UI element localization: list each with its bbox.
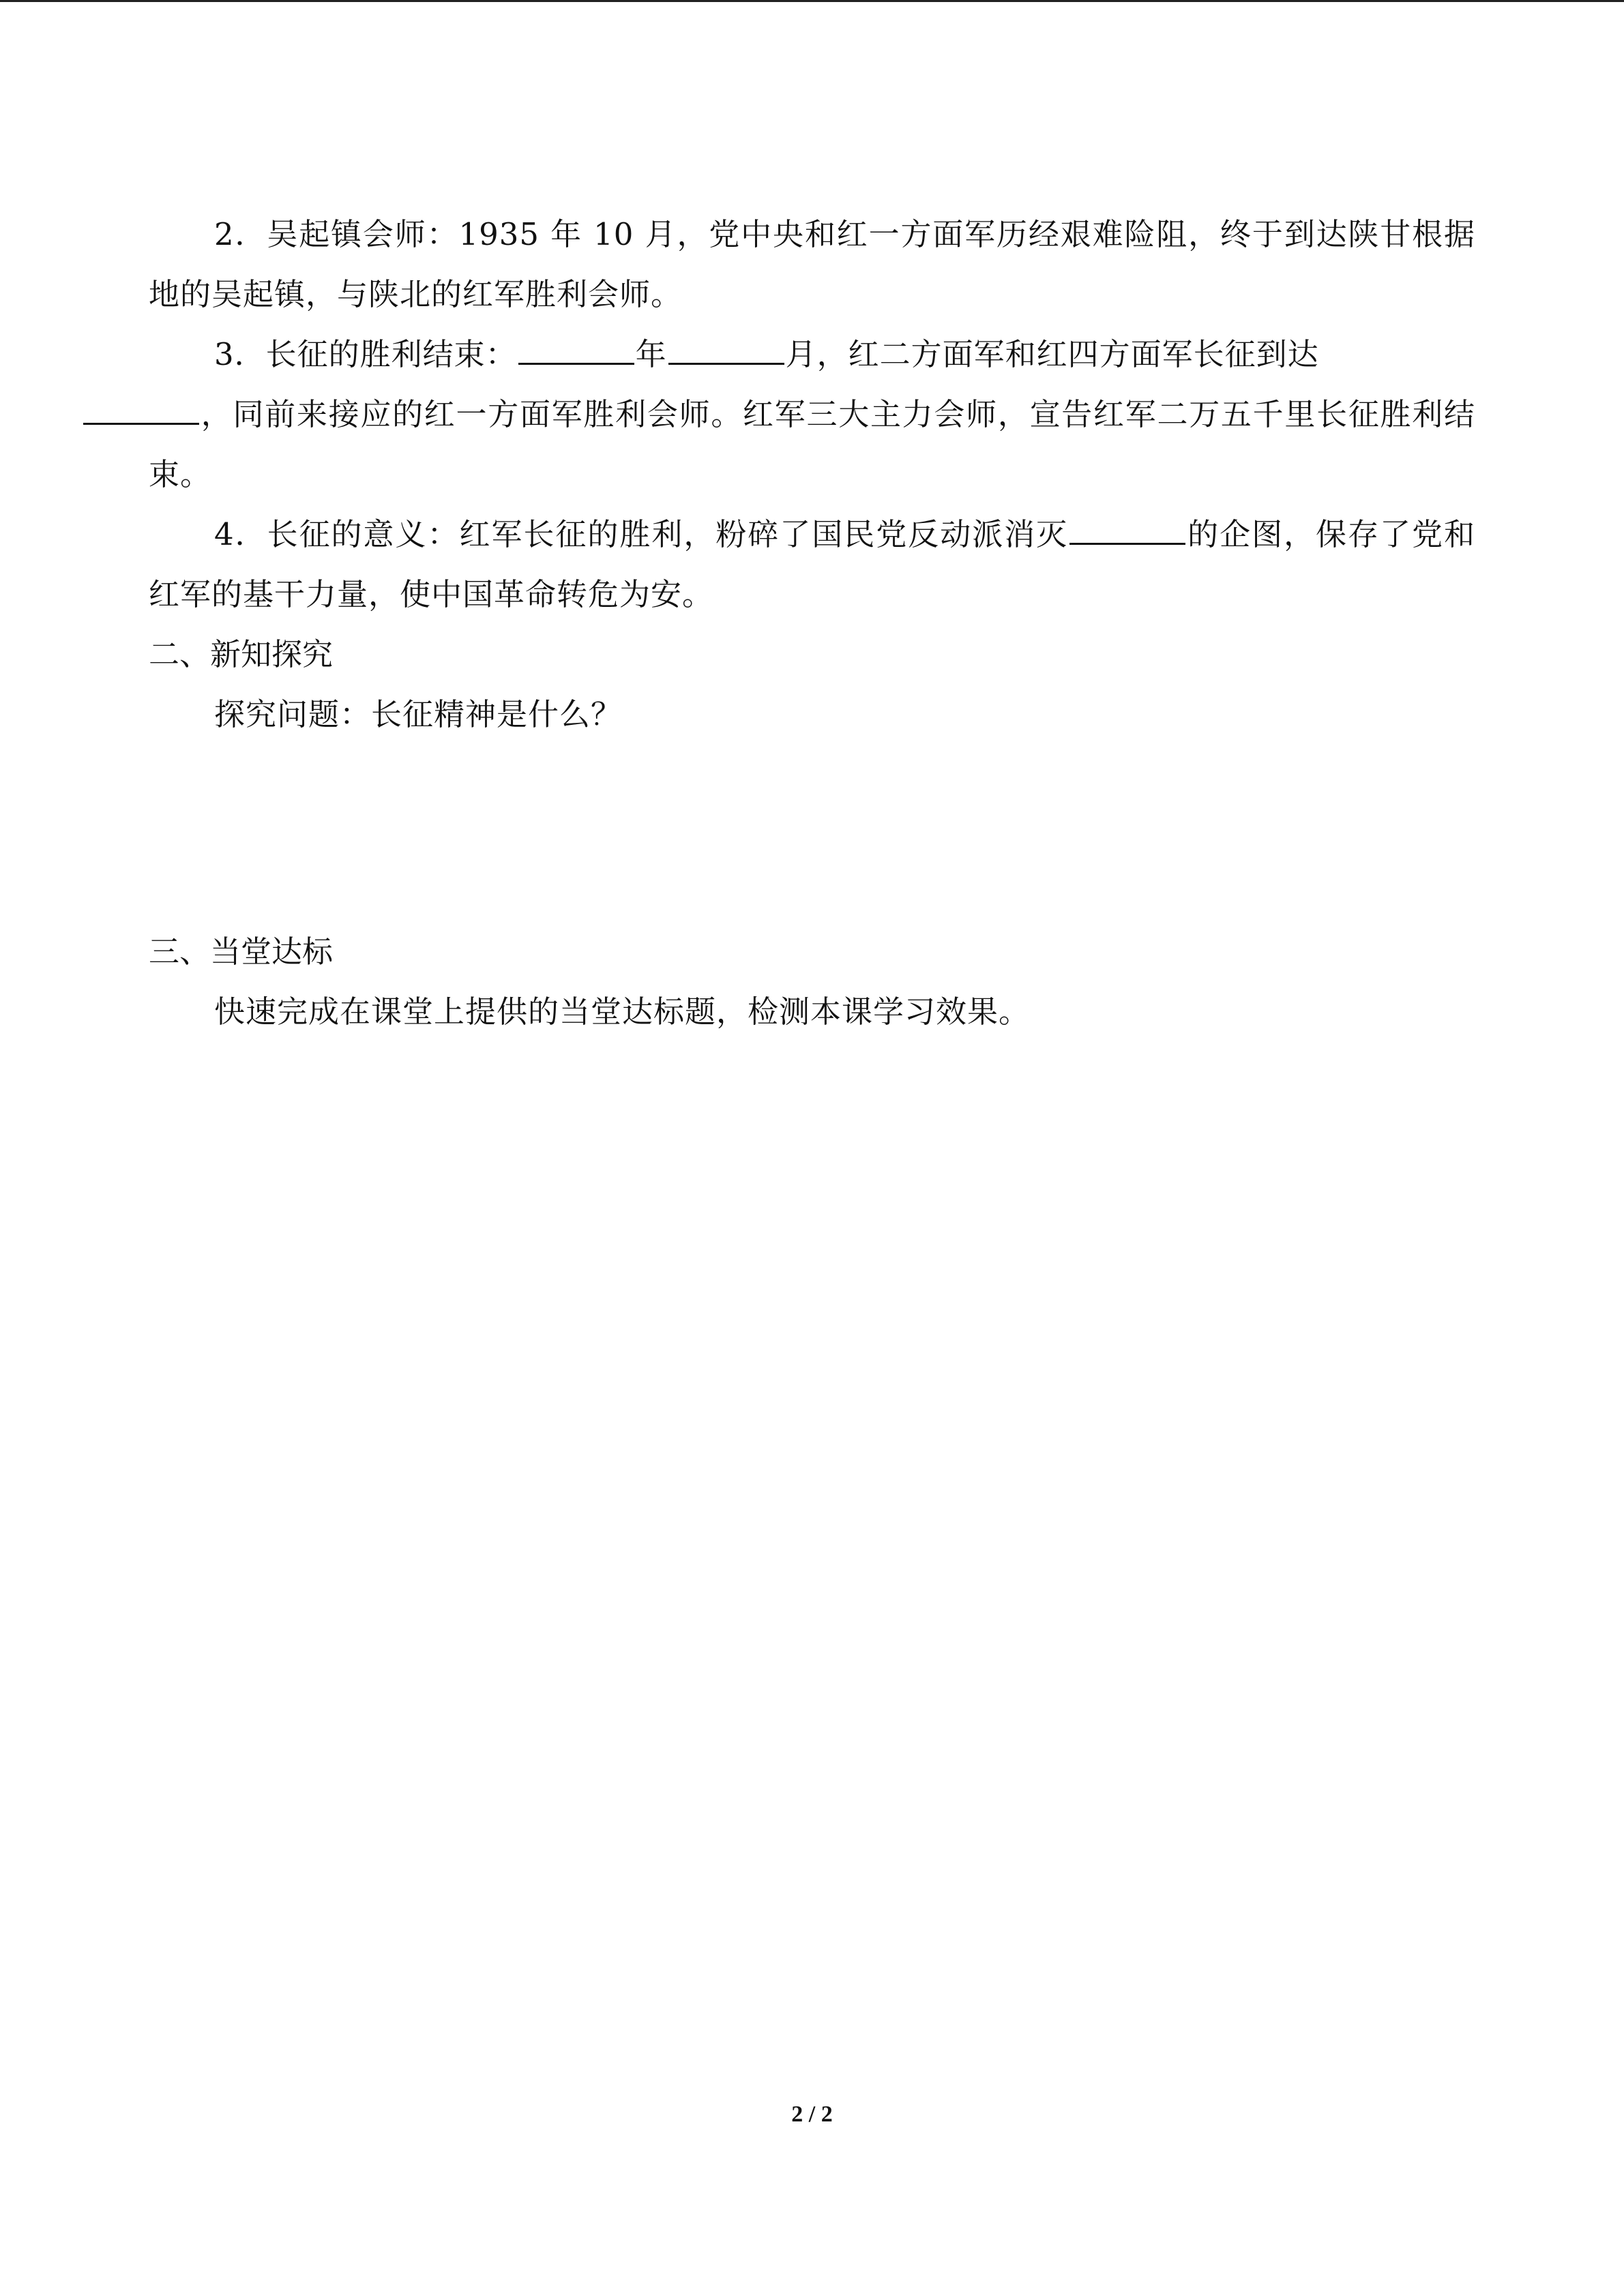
document-body: [149, 205, 1475, 1042]
item-4-significance: [149, 505, 1475, 625]
blank-year-field[interactable]: [518, 333, 634, 365]
item-3-month-text: 月，红二方面军和红四方面军长征到达: [785, 336, 1319, 372]
answer-space: [149, 745, 1475, 922]
blank-month-field[interactable]: [668, 333, 784, 365]
item-3-long-march-end: [149, 325, 1475, 505]
blank-place-field[interactable]: [83, 393, 199, 425]
section-3-heading: 三、当堂达标: [149, 934, 334, 970]
item-2-wuqi-meeting: 2．吴起镇会师：1935 年 10 月，党中央和红一方面军历经艰难险阻，终于到达陕甘根据地的吴起镇，与陕北的红军胜利会师。: [149, 216, 1475, 312]
item-4-lead: 4．长征的意义：红军长征的胜利，粉碎了国民党反动派消灭: [214, 516, 1069, 552]
blank-target-field[interactable]: [1069, 513, 1185, 545]
item-4-rest: 的企图，保存了党和红军的基干力量，使中国革命转危为安。: [149, 516, 1475, 612]
item-3-rest: ，同前来接应的红一方面军胜利会师。红军三大主力会师，宣告红军二万五千里长征胜利结束。: [149, 396, 1475, 492]
top-border-line: [0, 0, 1624, 2]
page-number: 2 / 2: [791, 2102, 833, 2127]
item-3-year-label: 年: [635, 336, 667, 372]
section-3-text: 快速完成在课堂上提供的当堂达标题，检测本课学习效果。: [214, 994, 1031, 1030]
section-2-question: 探究问题：长征精神是什么？: [214, 696, 623, 732]
section-2-heading: 二、新知探究: [149, 636, 334, 672]
item-3-lead: 3．长征的胜利结束：: [214, 336, 517, 372]
